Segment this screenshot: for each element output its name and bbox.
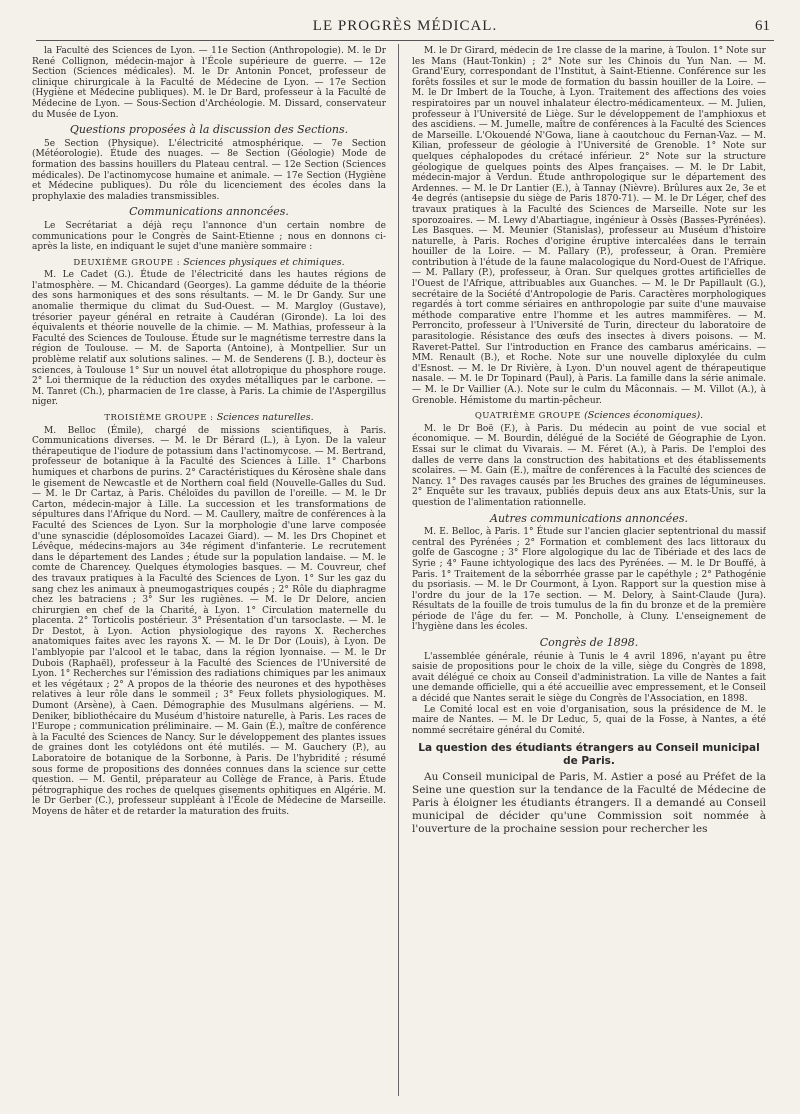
heading-congress-1898: Congrès de 1898.: [539, 636, 639, 650]
group-label: DEUXIÈME GROUPE :: [73, 257, 181, 268]
paragraph-congress-committee: Le Comité local est en voie d'organisation, sous la présidence de M. le maire de Nantes. — M. le Dr Leduc, 5, quai de la Fosse, à Nantes, a été nommé secrétaire général du Comité.: [412, 704, 766, 736]
paragraph-other-communications: M. E. Belloc, à Paris. 1° Étude sur l'ancien glacier septentrional du massif central des Pyrénées ; 2° Formation et comblement des lacs littoraux du golfe de Gascogne ; 3° Flore algologique du lac de Tibériade et des lacs de Syrie ; 4° Faune ichtyologique des lacs des Pyrénées. — M. le Dr Bouffé, à Paris. 1° Traitement de la séborrhée grasse par le capéthyle ; 2° Pathogénie du psoriasis. — M. le Dr Courmont, à Lyon. Rapport sur la question mise à l'ordre du jour de la 17e section. — M. Delory, à Saint-Claude (Jura). Résultats de la fouille de trois tumulus de la fin du bronze et de la première période de l'âge du fer. — M. Poncholle, à Cluny. L'enseignement de l'hygiène dans les écoles.: [412, 527, 766, 633]
paragraph-third-group: M. Belloc (Émile), chargé de missions scientifiques, à Paris. Communications diverses. — M. le Dr Bérard (L.), à Lyon. De la valeur thérapeutique de l'iodure de potassium dans l'actinomycose. — M. Bertrand, professeur de botanique à la Faculté des Sciences à Lille. 1° Charbons humiques et charbons de purins. 2° Caractéristiques du Kérosène shale dans le gisement de Newcastle et de Northern coal field (Nouvelle-Galles du Sud. — M. le Dr Cartaz, à Paris. Chéloïdes du pavillon de l'oreille. — M. le Dr Carton, médecin-major à Lille. La succession et les transformations de sépultures dans l'Afrique du Nord. — M. Caullery, maître de conférences à la Faculté des Sciences de Lyon. Sur la morphologie d'une larve composée d'une synascidie (déplosomoïdes Lacazei Giard). — M. les Drs Chopinet et Lévêque, médecins-majors au 34e régiment d'infanterie. Le recrutement dans le département des Landes ; étude sur la population landaise. — M. le comte de Charencey. Quelques étymologies basques. — M. Couvreur, chef des travaux pratiques à la Faculté des Sciences de Lyon. 1° Sur les gaz du sang chez les animaux à pneumogastriques coupés ; 2° Rôle du diaphragme chez les batraciens ; 3° Sur les rugiènes. — M. le Dr Delore, ancien chirurgien en chef de la Charité, à Lyon. 1° Circulation maternelle du placenta. 2° Torticolis postérieur. 3° Présentation d'un tarsoclaste. — M. le Dr Destot, à Lyon. Action physiologique des rayons X. Recherches anatomiques faites avec les rayons X. — M. le Dr Dor (Louis), à Lyon. De l'amblyopie par l'alcool et le tabac, dans la région lyonnaise. — M. le Dr Dubois (Raphaël), professeur à la Faculté des Sciences de l'Université de Lyon. 1° Recherches sur l'émission des radiations chimiques par les animaux et les végétaux ; 2° A propos de la théorie des neurones et des hypothèses relatives à leur rôle dans le sommeil ; 3° Feux follets physiologiques. M. Dumont (Arsène), à Caen. Démographie des Musulmans algériens. — M. Deniker, bibliothécaire du Muséum d'histoire naturelle, à Paris. Les races de l'Europe ; communication préliminaire. — M. Gain (É.), maître de conférence à la Faculté des Sciences de Nancy. Sur le développement des plantes issues de graines dont les cotylédons ont été mutilés. — M. Gauchery (P.), au Laboratoire de botanique de la Sorbonne, à Paris. De l'hybridité ; résumé sous forme de propositions des données connues dans la science sur cette question. — M. Gentil, préparateur au Collège de France, à Paris. Étude pétrographique des roches de quelques gisements ophitiques en Algérie. M. le Dr Gerber (C.), professeur suppléant à l'École de Médecine de Marseille. Moyens de hâter et de retarder la maturation des fruits.: [32, 425, 386, 817]
heading-questions: Questions proposées à la discussion des Sections.: [69, 123, 349, 137]
right-column: [412, 46, 766, 1096]
heading-fourth-group: [412, 411, 766, 422]
group-subject: Sciences physiques et chimiques.: [183, 256, 345, 268]
paragraph-secretariat: Le Secrétariat a déjà reçu l'annonce d'un certain nombre de communications pour le Congrès de Saint-Etienne ; nous en donnons ci-après la liste, en indiquant le sujet d'une manière sommaire :: [32, 220, 386, 253]
heading-other-communications: Autres communications annoncées.: [490, 511, 688, 525]
page-number: 61: [755, 18, 770, 34]
paragraph-fourth-group: M. le Dr Boë (F.), à Paris. Du médecin au point de vue social et économique. — M. Bourdin, délégué de la Société de Géographie de Lyon. Essai sur le climat du Vivarais. — M. Féret (A.), à Paris. De l'emploi des dalles de verre dans la construction des habitations et des établissements scolaires. — M. Gain (E.), maître de conférences à la Faculté des sciences de Nancy. 1° Des ravages causés par les Bruches des graines de légumineuses. 2° Enquête sur les travaux, publiés depuis deux ans aux Etats-Unis, sur la question de l'alimentation rationnelle.: [412, 423, 766, 508]
heading-third-group: [32, 413, 386, 424]
paragraph-foreign-students: Au Conseil municipal de Paris, M. Astier a posé au Préfet de la Seine une question sur la tendance de la Faculté de Médecine de Paris à éloigner les étudiants étrangers. Il a demandé au Conseil municipal de décider qu'une Commission soit nommée à l'ouverture de la prochaine session pour rechercher les: [412, 771, 766, 836]
paragraph-second-group: M. Le Cadet (G.). Étude de l'électricité dans les hautes régions de l'atmosphère. — M. Chicandard (Georges). La gamme déduite de la théorie des sons harmoniques et des sons résultants. — M. le Dr Gandy. Sur une anomalie thermique du climat du Sud-Ouest. — M. Margloy (Gustave), trésorier payeur général en retraite à Caudéran (Gironde). La loi des équivalents et théorie nouvelle de la chimie. — M. Mathias, professeur à la Faculté des Sciences de Toulouse. Étude sur le magnétisme terrestre dans la région de Toulouse. — M. de Saporta (Antoine), à Montpellier. Sur un problème relatif aux solutions salines. — M. de Senderens (J. B.), docteur ès sciences, à Toulouse 1° Sur un nouvel état allotropique du phosphore rouge. 2° Loi thermique de la réduction des oxydes métalliques par le carbone. — M. Tanret (Ch.), pharmacien de 1re classe, à Paris. La chimie de l'Aspergillus niger.: [32, 270, 386, 408]
group-label: QUATRIÈME GROUPE: [474, 411, 581, 422]
running-header: [36, 18, 774, 41]
heading-second-group: [32, 258, 386, 269]
paragraph-third-group-continued: M. le Dr Girard, médecin de 1re classe de la marine, à Toulon. 1° Note sur les Mans (Haut-Tonkin) ; 2° Note sur les Chinois du Yun Nan. — M. Grand'Eury, correspondant de l'Institut, à Saint-Etienne. Conférence sur les forêts fossiles et sur le mode de formation du bassin houiller de la Loire. — M. le Dr Imbert de la Touche, à Lyon. Traitement des affections des voies respiratoires par un nouvel inhalateur électro-médicamenteux. — M. Julien, professeur à l'Université de Liège. Sur le développement de l'amphioxus et des ascidiens. — M. Jumelle, maître de conférences à la Faculté des Sciences de Marseille. L'Okouendé N'Gowa, liane à caoutchouc du Fernan-Vaz. — M. Kilian, professeur de géologie à l'Université de Grenoble. 1° Note sur quelques céphalopodes du crétacé inférieur. 2° Note sur la structure géologique de quelques points des Alpes françaises. — M. le Dr Labit, médecin-major à Verdun. Étude anthropologique sur le département des Ardennes. — M. le Dr Lantier (E.), à Tannay (Nièvre). Brûlures aux 2e, 3e et 4e degrés (antisepsie du siège de Paris 1870-71). — M. le Dr Léger, chef des travaux pratiques à la Faculté des Sciences de Marseille. Note sur les sporozoaires. — M. Lewy d'Abartiague, ingénieur à Ossès (Basses-Pyrénées). Les Basques. — M. Meunier (Stanislas), professeur au Muséum d'histoire naturelle, à Paris. Roches d'origine éruptive intercalées dans le terrain houiller de la Loire. — M. Pallary (P.), professeur, à Oran. Première contribution à l'étude de la faune malacologique du Nord-Ouest de l'Afrique. — M. Pallary (P.), professeur, à Oran. Sur quelques grottes artificielles de l'Ouest de l'Afrique, attribuables aux Guanches. — M. le Dr Papillault (G.), secrétaire de la Société d'Antropologie de Paris. Caractères morphologiques regardés à tort comme sériaires en anthropologie par suite d'une mauvaise méthode comparative entre l'homme et les autres mammifères. — M. Perroncito, professeur à l'Université de Turin, directeur du laboratoire de parasitologie. Résistance des œufs des insectes à divers poisons. — M. Raveret-Pattel. Sur l'introduction en France des cambarus américains. — MM. Renault (B.), et Roche. Note sur une nouvelle diploxylée du culm d'Esnost. — M. le Dr Rivière, à Lyon. D'un nouvel agent de thérapeutique nasale. — M. le Dr Topinard (Paul), à Paris. La famille dans la série animale. — M. le Dr Vaillier (A.). Note sur le culm du Mâconnais. — M. Villot (A.), à Grenoble. Hémistome du martin-pêcheur.: [412, 46, 766, 406]
group-label: TROISIÈME GROUPE :: [104, 413, 214, 423]
group-subject: Sciences naturelles.: [216, 412, 314, 423]
heading-communications: Communications annoncées.: [129, 205, 289, 219]
column-divider: [398, 44, 399, 1096]
paragraph-congress-assembly: L'assemblée générale, réunie à Tunis le 4 avril 1896, n'ayant pu être saisie de propositions pour le choix de la ville, siège du Congrès de 1898, avait délégué ce choix au Conseil d'administration. La ville de Nantes a fait une demande officielle, qui a été accueillie avec empressement, et le Conseil a décidé que Nantes serait le siège du Congrès de l'Association, en 1898.: [412, 651, 766, 705]
paragraph-section-officers: la Faculté des Sciences de Lyon. — 11e Section (Anthropologie). M. le Dr René Collignon, médecin-major à l'École supérieure de guerre. — 12e Section (Sciences médicales). M. le Dr Antonin Poncet, professeur de clinique chirurgicale à la Faculté de Médecine de Lyon. — 17e Section (Hygiène et Médecine publiques). M. le Dr Bard, professeur à la Faculté de Médecine de Lyon. — Sous-Section d'Archéologie. M. Dissard, conservateur du Musée de Lyon.: [32, 46, 386, 120]
left-column: [32, 46, 386, 1096]
group-subject: (Sciences économiques).: [584, 410, 704, 422]
running-title: LE PROGRÈS MÉDICAL.: [312, 18, 498, 34]
paragraph-questions: 5e Section (Physique). L'électricité atmosphérique. — 7e Section (Météorologie). Étude des nuages. — 8e Section (Géologie) Mode de formation des bassins houillers du Plateau central. — 12e Section (Sciences médicales). De l'actinomycose humaine et animale. — 17e Section (Hygiène et Médecine publiques). Du rôle du licenciement des écoles dans la prophylaxie des maladies transmissibles.: [32, 138, 386, 202]
heading-foreign-students: La question des étudiants étrangers au Conseil municipal de Paris.: [418, 742, 760, 768]
